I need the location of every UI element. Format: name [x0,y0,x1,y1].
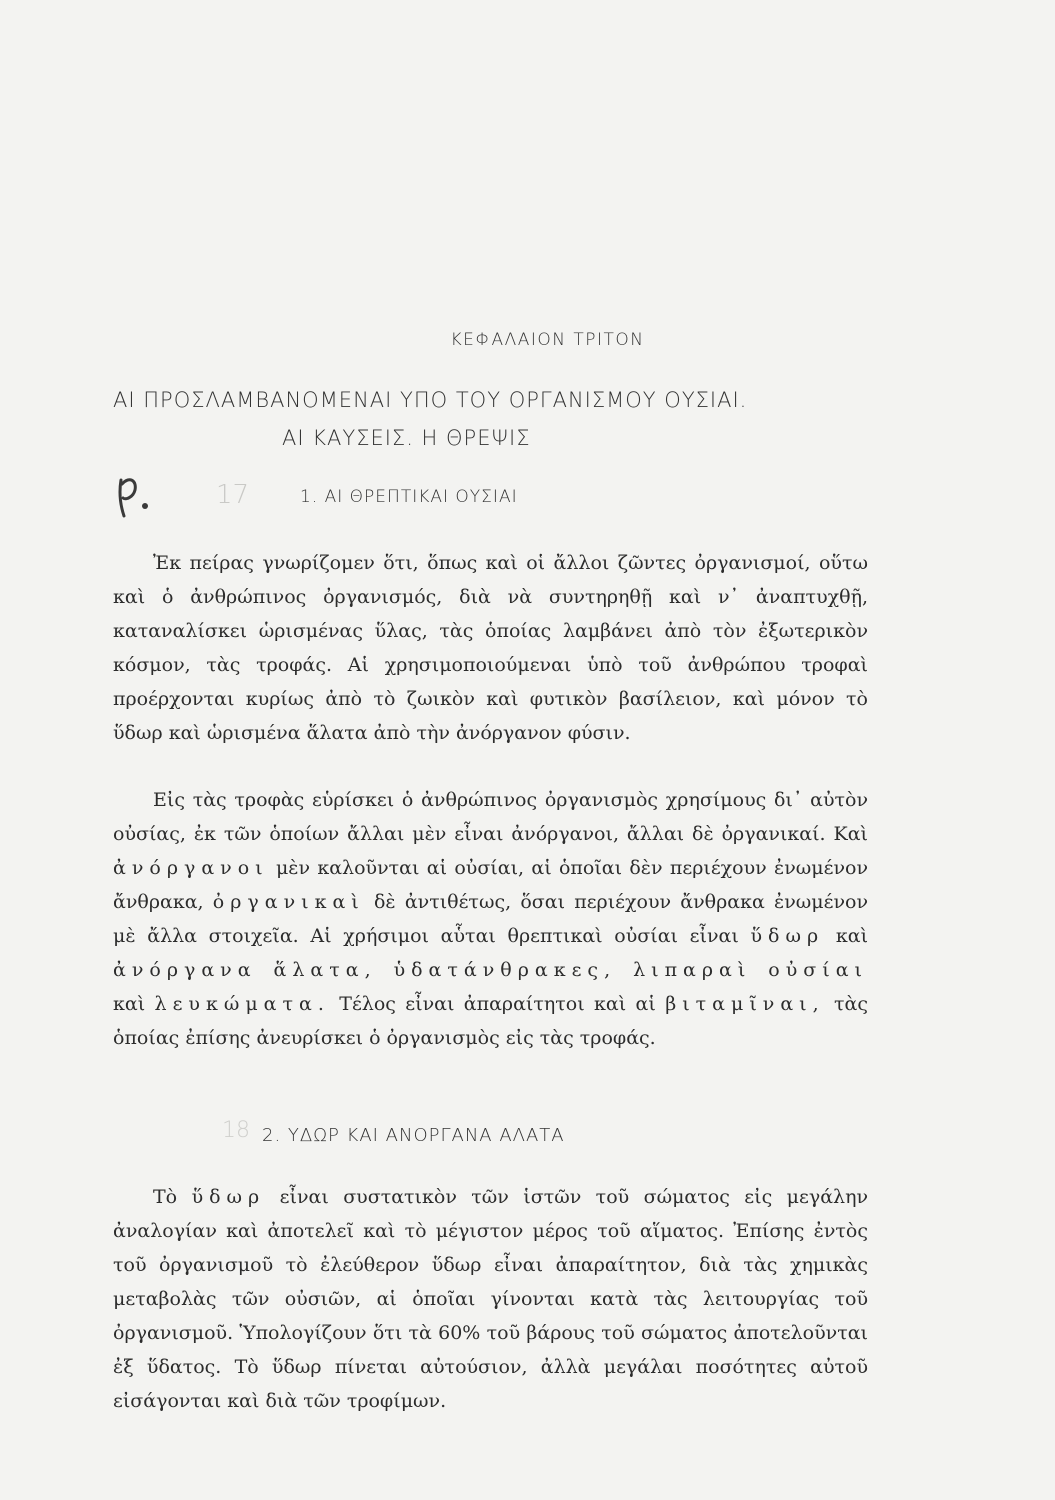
emphasis-organic: ὀργανικαὶ [212,891,365,913]
text-run: καὶ [113,993,146,1015]
text-run: Τέλος εἶναι ἀπαραίτητοι καὶ αἱ [339,993,656,1015]
chapter-label: ΚΕΦΑΛΑΙΟΝ ΤΡΙΤΟΝ [450,330,645,350]
paragraph-text: Ἐκ πείρας γνωρίζομεν ὅτι, ὅπως καὶ οἱ ἄλλοι ζῶντες ὀργανισμοί, οὕτω καὶ ὁ ἀνθρώπινος ὀργανισμός, διὰ νὰ συντηρηθῇ καὶ ν᾿ ἀναπτυχθῇ, καταναλίσκει ὡρισμένας ὕλας, τὰς ὁποίας λαμβάνει ἀπὸ τὸν ἐξωτερικὸν κόσμον, τὰς τροφάς. Αἱ χρησιμοποιούμεναι ὑπὸ τοῦ ἀνθρώπου τροφαὶ προέρχονται κυρίως ἀπὸ τὸ ζωικὸν καὶ φυτικὸν βασίλειον, καὶ μόνον τὸ ὕδωρ καὶ ὡρισμένα ἅλατα ἀπὸ τὴν ἀνόργανον φύσιν. [113,552,868,744]
text-run: μὲν καλοῦνται αἱ οὐσίαι, αἱ ὁποῖαι δὲν περιέχουν ἐνωμένον ἄνθρακα, [113,857,868,913]
paragraph-nutrient-classes [113,783,868,1055]
chapter-title-line-1: ΑΙ ΠΡΟΣΛΑΜΒΑΝΟΜΕΝΑΙ ΥΠΟ ΤΟΥ ΟΡΓΑΝΙΣΜΟΥ ΟΥΣΙΑΙ. [113,388,748,412]
emphasis-inorganic: ἀνόργανοι [113,857,269,879]
margin-number-18: 18 [222,1118,250,1143]
emphasis-salts-carbs-fats: ἀνόργανα ἅλατα, ὑδατάνθρακες, λιπαραὶ οὐσίαι [113,959,868,981]
handwritten-mark-icon [115,472,153,522]
emphasis-vitamins: βιταμῖναι, [665,993,825,1015]
text-run: καὶ [835,925,869,947]
section-heading-nutrients: 1. ΑΙ ΘΡΕΠΤΙΚΑΙ ΟΥΣΙΑΙ [300,487,518,507]
section-heading-water-salts: 2. ΥΔΩΡ ΚΑΙ ΑΝΟΡΓΑΝΑ ΑΛΑΤΑ [262,1125,565,1146]
text-run: Εἰς τὰς τροφὰς εὑρίσκει ὁ ἀνθρώπινος ὀργανισμὸς χρησίμους δι᾿ αὐτὸν οὐσίας, ἐκ τῶν ὁποίων ἄλλαι μὲν εἶναι ἀνόργανοι, ἄλλαι δὲ ὀργανικαί. Καὶ [113,789,868,845]
text-run: εἶναι συστατικὸν τῶν ἱστῶν τοῦ σώματος εἰς μεγάλην ἀναλογίαν καὶ ἀποτελεῖ καὶ τὸ μέγιστον μέρος τοῦ αἵματος. Ἐπίσης ἐντὸς τοῦ ὀργανισμοῦ τὸ ἐλεύθερον ὕδωρ εἶναι ἀπαραίτητον, διὰ τὰς χημικὰς μεταβολὰς τῶν οὐσιῶν, αἱ ὁποῖαι γίνονται κατὰ τὰς λειτουργίας τοῦ ὀργανισμοῦ. Ὑπολογίζουν ὅτι τὰ 60% τοῦ βάρους τοῦ σώματος ἀποτελοῦνται ἐξ ὕδατος. Τὸ ὕδωρ πίνεται αὐτούσιον, ἀλλὰ μεγάλαι ποσότητες αὐτοῦ εἰσάγονται καὶ διὰ τῶν τροφίμων. [113,1186,868,1412]
paragraph-water [113,1180,868,1418]
text-run: δὲ ἀντιθέτως, ὅσαι περιέχουν ἄνθρακα ἐνωμένον μὲ ἄλλα στοιχεῖα. Αἱ χρήσιμοι αὗται θρεπτικαὶ οὐσίαι εἶναι [113,891,868,947]
emphasis-proteins: λευκώματα. [154,993,330,1015]
emphasis-water: ὕδωρ [750,925,825,947]
margin-number-17: 17 [216,480,250,510]
chapter-title-line-2: ΑΙ ΚΑΥΣΕΙΣ. Η ΘΡΕΨΙΣ [282,426,531,450]
paragraph-nutrition-intro [113,546,868,750]
text-run: Τὸ [153,1186,178,1208]
bleed-through-text [150,190,850,310]
emphasis-water: ὕδωρ [191,1186,266,1208]
text-run: τὰς ὁποίας ἐπίσης ἀνευρίσκει ὁ ὀργανισμὸς εἰς τὰς τροφάς. [113,993,869,1049]
